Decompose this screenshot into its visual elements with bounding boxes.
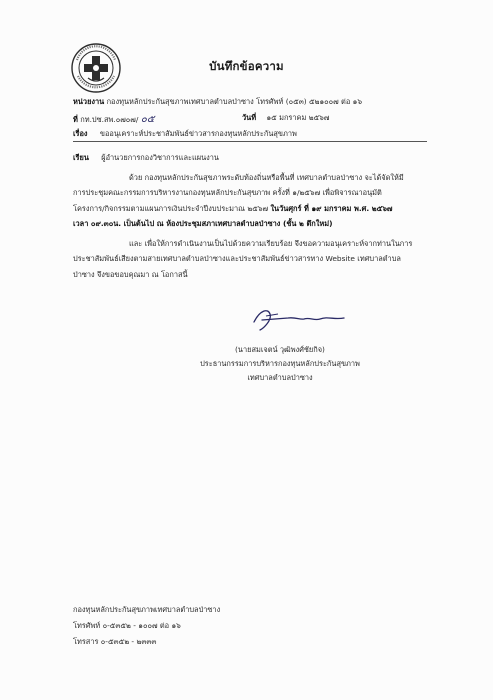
header-divider bbox=[73, 141, 427, 142]
subject-label: เรื่อง bbox=[73, 129, 88, 138]
body-line: ประชาสัมพันธ์เสียงตามสายเทศบาลตำบลป่าซางและประชาสัมพันธ์ข่าวสารทาง Website เทศบาลตำบล bbox=[73, 254, 401, 264]
agency-row bbox=[73, 96, 362, 108]
date-label: วันที่ bbox=[242, 113, 257, 122]
signer-org: เทศบาลตำบลป่าซาง bbox=[247, 373, 313, 382]
meeting-date: ในวันศุกร์ ที่ ๑๙ มกราคม พ.ศ. ๒๕๖๗ bbox=[270, 203, 393, 213]
footer-phone: โทรศัพท์ ๐-๕๓๕๒ - ๑๐๐๗ ต่อ ๑๖ bbox=[73, 621, 181, 630]
ref-row bbox=[73, 112, 154, 127]
body-line-part: โครงการ/กิจกรรมตามแผนการเงินประจำปีงบประมาณ ๒๕๖๗ bbox=[73, 203, 269, 213]
subject-value: ขออนุเคราะห์ประชาสัมพันธ์ข่าวสารกองทุนหลักประกันสุขภาพ bbox=[99, 129, 297, 138]
body-line: ป่าซาง จึงขอขอบคุณมา ณ โอกาสนี้ bbox=[73, 269, 188, 279]
date-row bbox=[242, 112, 329, 124]
signer-position: ประธานกรรมการบริหารกองทุนหลักประกันสุขภาพ bbox=[200, 359, 360, 368]
body-line: และ เพื่อให้การดำเนินงานเป็นไปด้วยความเรียบร้อย จึงขอความอนุเคราะห์จากท่านในการ bbox=[129, 239, 413, 248]
body-paragraph-1 bbox=[73, 170, 428, 231]
ref-number-handwritten: ๐๕ bbox=[140, 114, 155, 125]
body-line bbox=[73, 201, 428, 216]
agency-value: กองทุนหลักประกันสุขภาพเทศบาลตำบลป่าซาง โทรศัพท์ (๐๕๓) ๕๒๑๐๐๗ ต่อ ๑๖ bbox=[106, 97, 363, 106]
meeting-time-place: เวลา ๐๙.๓๐น. เป็นต้นไป ณ ห้องประชุมสภาเทศบาลตำบลป่าซาง (ชั้น ๒ ตึกใหม่) bbox=[73, 218, 333, 228]
footer-fax: โทรสาร ๐-๕๓๕๒ - ๒๓๓๓ bbox=[73, 637, 157, 646]
body-paragraph-2 bbox=[73, 236, 428, 282]
signer-name: (นายสมเจตน์ วุฒิพงศ์ชัยกิจ) bbox=[235, 345, 325, 354]
to-value: ผู้อำนวยการกองวิชาการและแผนงาน bbox=[101, 153, 219, 162]
ref-label: ที่ bbox=[73, 115, 78, 124]
to-row bbox=[73, 152, 219, 164]
subject-row bbox=[73, 128, 297, 140]
memo-title: บันทึกข้อความ bbox=[209, 59, 284, 73]
handwritten-signature-icon bbox=[248, 302, 368, 334]
body-line: การประชุมคณะกรรมการบริหารงานกองทุนหลักประกันสุขภาพ ครั้งที่ ๑/๒๕๖๗ เพื่อพิจารณาอนุมัติ bbox=[73, 188, 382, 198]
body-line: ด้วย กองทุนหลักประกันสุขภาพระดับท้องถิ่นหรือพื้นที่ เทศบาลตำบลป่าซาง จะได้จัดให้มี bbox=[129, 173, 404, 182]
date-value: ๑๕ มกราคม ๒๕๖๗ bbox=[266, 113, 330, 122]
agency-label: หน่วยงาน bbox=[73, 97, 105, 106]
to-label: เรียน bbox=[73, 153, 89, 162]
footer-org: กองทุนหลักประกันสุขภาพเทศบาลตำบลป่าซาง bbox=[73, 605, 221, 614]
ref-value: กท.ปซ.สพ.๐๗๐๗/ bbox=[80, 115, 139, 124]
